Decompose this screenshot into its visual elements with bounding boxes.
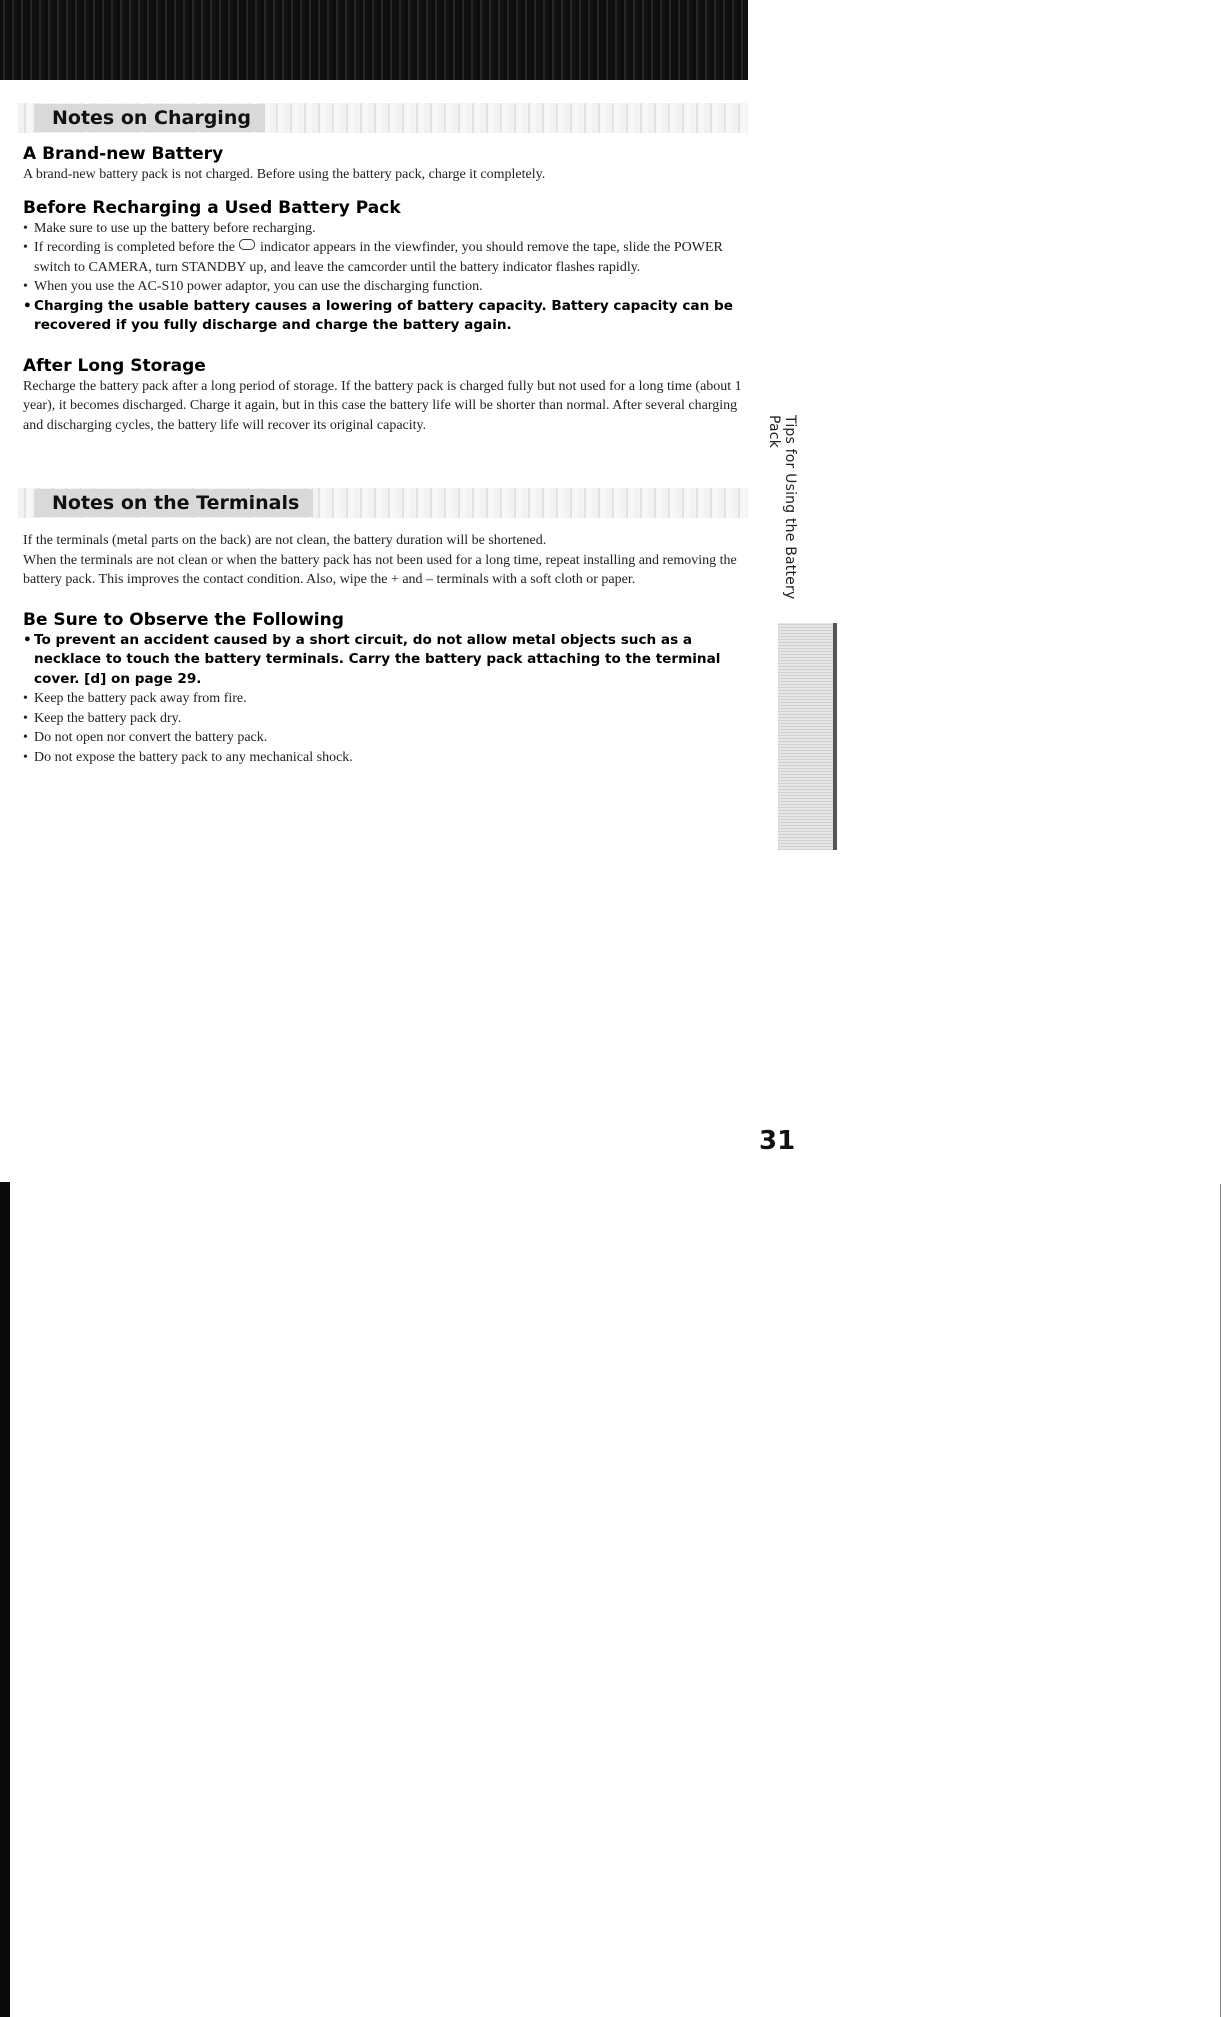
recharging-list xyxy=(23,219,753,336)
heading-brand-new-battery: A Brand-new Battery xyxy=(23,144,224,164)
list-item: • To prevent an accident caused by a short circuit, do not allow metal objects such as a necklace to touch the battery terminals. Carry the battery pack attaching to the terminal cover. [d] on page 29. xyxy=(23,631,753,690)
scan-edge-left xyxy=(0,1182,10,2017)
charging-content xyxy=(23,143,753,435)
heading-be-sure-to-observe: Be Sure to Observe the Following xyxy=(23,609,344,630)
section-title-charging: Notes on Charging xyxy=(34,104,265,132)
list-item-text: If recording is completed before the xyxy=(34,240,235,255)
scan-edge-right xyxy=(1220,1184,1221,2017)
brand-new-battery-text: A brand-new battery pack is not charged. Before using the battery pack, charge it completely. xyxy=(23,167,546,182)
list-item: • Make sure to use up the battery before recharging. xyxy=(23,219,753,239)
list-item: • Do not open nor convert the battery pack. xyxy=(23,728,753,748)
list-item: • Keep the battery pack dry. xyxy=(23,709,753,729)
section-title-terminals: Notes on the Terminals xyxy=(34,489,313,517)
terminals-paragraph-2: When the terminals are not clean or when the battery pack has not been used for a long time, repeat installing and removing the battery pack. This improves the contact condition. Also, wipe the + and – terminals with a soft cloth or paper. xyxy=(23,552,737,587)
chapter-thumb-tab xyxy=(778,623,837,850)
list-item: • Do not expose the battery pack to any mechanical shock. xyxy=(23,748,753,768)
terminals-content xyxy=(23,531,753,767)
list-item xyxy=(23,238,753,277)
terminals-paragraph-1: If the terminals (metal parts on the back) are not clean, the battery duration will be shortened. xyxy=(23,533,547,548)
list-item: • Keep the battery pack away from fire. xyxy=(23,689,753,709)
heading-before-recharging: Before Recharging a Used Battery Pack xyxy=(23,197,401,218)
section-band-terminals xyxy=(18,488,748,518)
section-band-charging xyxy=(18,103,748,133)
page-number: 31 xyxy=(759,1126,796,1156)
list-item: • When you use the AC-S10 power adaptor, you can use the discharging function. xyxy=(23,277,753,297)
list-item-text-tail: indicator appears in the viewfinder, you should remove the tape, slide the POWER switch to CAMERA, turn STANDBY up, and leave the camcorder until the battery indicator flashes rapidly. xyxy=(34,240,723,275)
header-bar xyxy=(0,0,748,80)
battery-empty-icon xyxy=(239,239,255,250)
sidebar-chapter-label: Tips for Using the Battery Pack xyxy=(766,415,798,600)
after-long-storage-text: Recharge the battery pack after a long period of storage. If the battery pack is charged fully but not used for a long time (about 1 year), it becomes discharged. Charge it again, but in this case the battery life will be shorter than normal. After several charging and discharging cycles, the battery life will recover its original capacity. xyxy=(23,378,742,433)
observe-list xyxy=(23,631,753,768)
heading-after-long-storage: After Long Storage xyxy=(23,355,206,376)
list-item: • Charging the usable battery causes a lowering of battery capacity. Battery capacity can be recovered if you fully discharge and charge the battery again. xyxy=(23,297,753,336)
